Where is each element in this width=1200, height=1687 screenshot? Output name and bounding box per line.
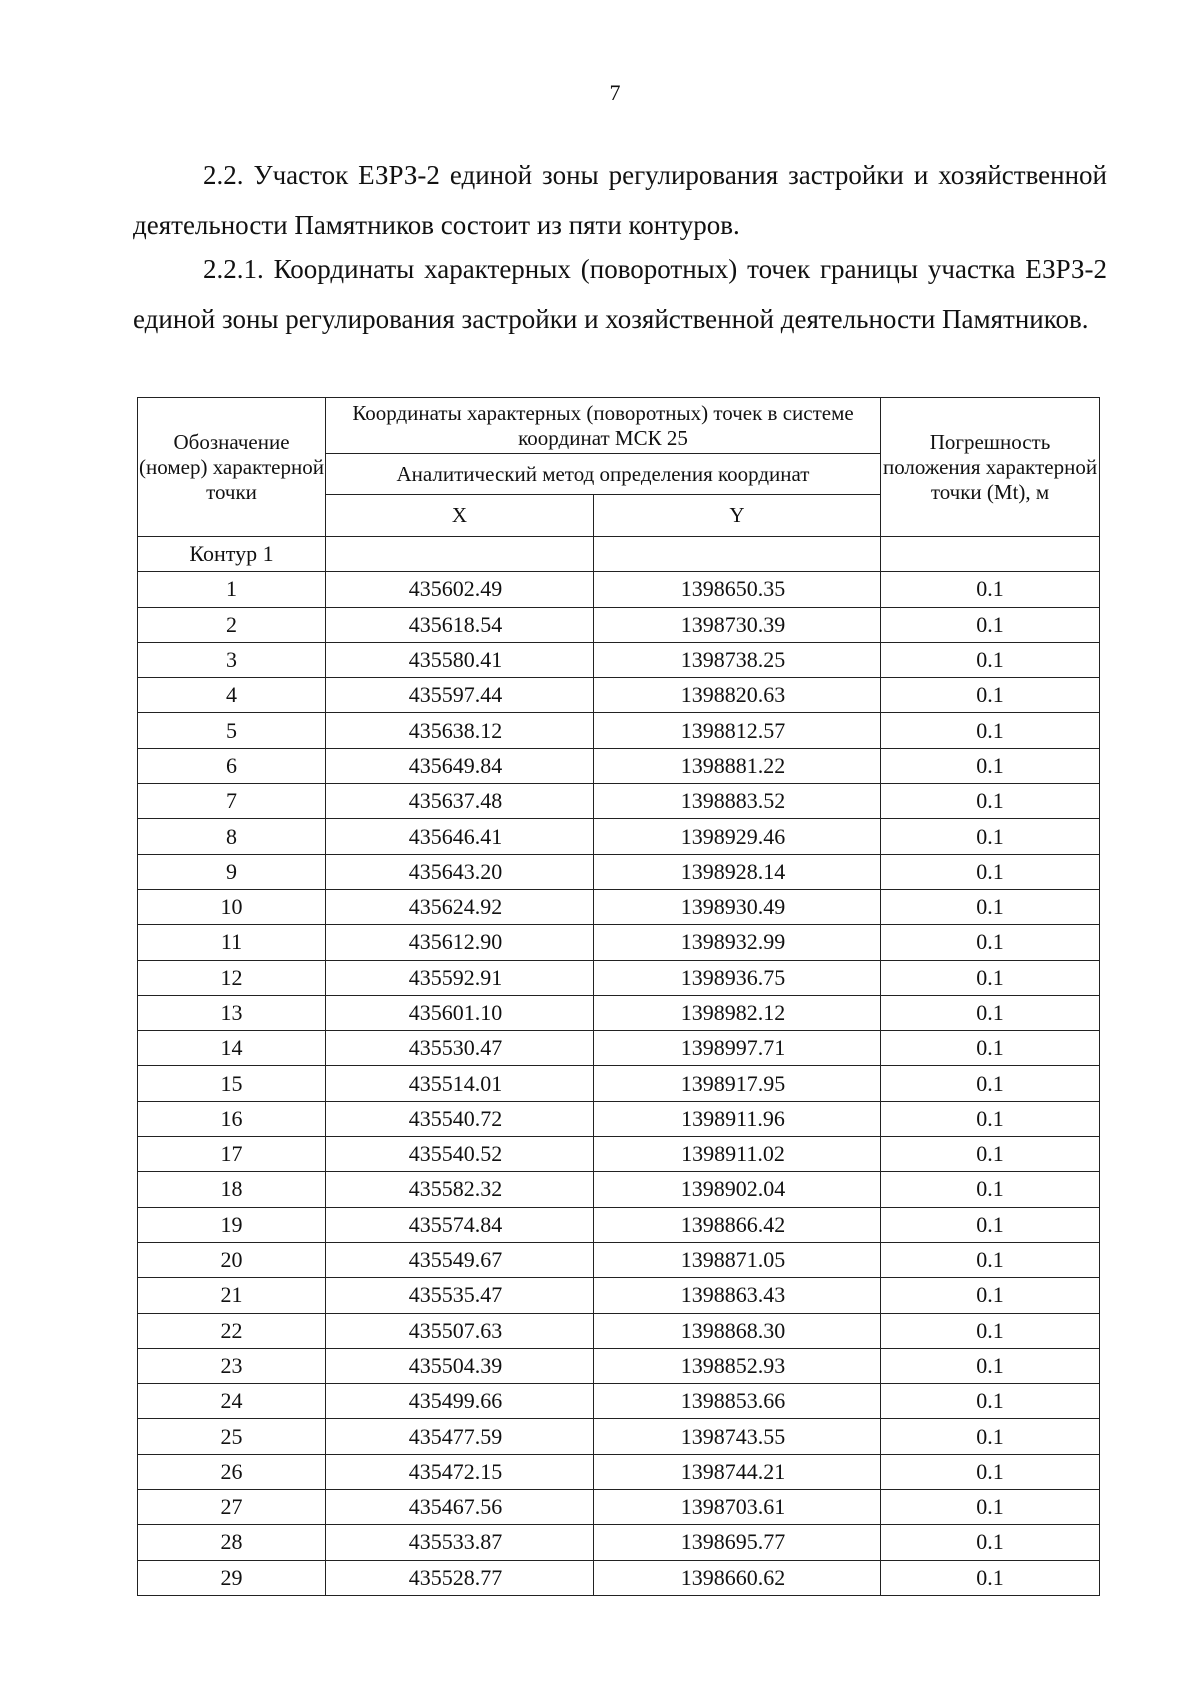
table-row [138, 1348, 1100, 1383]
y-coordinate-cell: 1398853.66 [594, 1384, 881, 1419]
header-coordinates: Координаты характерных (поворотных) точек в системе координат МСК 25 [326, 398, 881, 454]
point-number-cell: 13 [138, 995, 326, 1030]
table-row [138, 819, 1100, 854]
point-number-cell: 5 [138, 713, 326, 748]
y-coordinate-cell: 1398911.96 [594, 1101, 881, 1136]
accuracy-cell: 0.1 [881, 1490, 1100, 1525]
y-coordinate-cell: 1398812.57 [594, 713, 881, 748]
point-number-cell: 7 [138, 784, 326, 819]
point-number-cell: 3 [138, 642, 326, 677]
accuracy-cell: 0.1 [881, 1313, 1100, 1348]
accuracy-cell: 0.1 [881, 572, 1100, 607]
x-coordinate-cell: 435472.15 [326, 1454, 594, 1489]
accuracy-cell: 0.1 [881, 960, 1100, 995]
x-coordinate-cell: 435549.67 [326, 1242, 594, 1277]
point-number-cell: 22 [138, 1313, 326, 1348]
point-number-cell: 23 [138, 1348, 326, 1383]
x-coordinate-cell: 435574.84 [326, 1207, 594, 1242]
x-coordinate-cell: 435618.54 [326, 607, 594, 642]
contour-row [138, 537, 1100, 572]
table-row [138, 678, 1100, 713]
y-coordinate-cell: 1398703.61 [594, 1490, 881, 1525]
accuracy-cell: 0.1 [881, 995, 1100, 1030]
table-row [138, 1031, 1100, 1066]
accuracy-cell: 0.1 [881, 1560, 1100, 1595]
accuracy-cell: 0.1 [881, 1172, 1100, 1207]
table-row [138, 642, 1100, 677]
accuracy-cell: 0.1 [881, 748, 1100, 783]
point-number-cell: 29 [138, 1560, 326, 1595]
y-coordinate-cell: 1398650.35 [594, 572, 881, 607]
table-row [138, 925, 1100, 960]
table-row [138, 748, 1100, 783]
table-row [138, 1454, 1100, 1489]
table-body [138, 537, 1100, 1596]
accuracy-cell: 0.1 [881, 1207, 1100, 1242]
point-number-cell: 9 [138, 854, 326, 889]
accuracy-cell: 0.1 [881, 1137, 1100, 1172]
table-row [138, 1313, 1100, 1348]
table-row [138, 1525, 1100, 1560]
table-row [138, 1490, 1100, 1525]
point-number-cell: 20 [138, 1242, 326, 1277]
y-coordinate-cell: 1398932.99 [594, 925, 881, 960]
point-number-cell: 1 [138, 572, 326, 607]
table-row [138, 889, 1100, 924]
header-method: Аналитический метод определения координат [326, 454, 881, 495]
y-coordinate-cell: 1398738.25 [594, 642, 881, 677]
table-row [138, 1172, 1100, 1207]
point-number-cell: 11 [138, 925, 326, 960]
x-coordinate-cell: 435467.56 [326, 1490, 594, 1525]
x-coordinate-cell: 435601.10 [326, 995, 594, 1030]
point-number-cell: 27 [138, 1490, 326, 1525]
accuracy-cell: 0.1 [881, 784, 1100, 819]
x-coordinate-cell: 435507.63 [326, 1313, 594, 1348]
table-header [138, 398, 1100, 537]
y-coordinate-cell: 1398982.12 [594, 995, 881, 1030]
point-number-cell: 2 [138, 607, 326, 642]
table-row [138, 713, 1100, 748]
point-number-cell: 21 [138, 1278, 326, 1313]
accuracy-cell: 0.1 [881, 713, 1100, 748]
accuracy-cell: 0.1 [881, 642, 1100, 677]
y-coordinate-cell: 1398863.43 [594, 1278, 881, 1313]
point-number-cell: 25 [138, 1419, 326, 1454]
point-number-cell: 15 [138, 1066, 326, 1101]
point-number-cell: 14 [138, 1031, 326, 1066]
table-row [138, 1384, 1100, 1419]
x-coordinate-cell: 435643.20 [326, 854, 594, 889]
x-coordinate-cell: 435649.84 [326, 748, 594, 783]
y-coordinate-cell: 1398695.77 [594, 1525, 881, 1560]
accuracy-cell: 0.1 [881, 819, 1100, 854]
x-coordinate-cell: 435540.72 [326, 1101, 594, 1136]
point-number-cell: 16 [138, 1101, 326, 1136]
y-coordinate-cell: 1398930.49 [594, 889, 881, 924]
point-number-cell: 19 [138, 1207, 326, 1242]
y-coordinate-cell: 1398902.04 [594, 1172, 881, 1207]
header-x: X [326, 495, 594, 537]
x-coordinate-cell: 435602.49 [326, 572, 594, 607]
empty-cell [594, 537, 881, 572]
x-coordinate-cell: 435582.32 [326, 1172, 594, 1207]
point-number-cell: 4 [138, 678, 326, 713]
y-coordinate-cell: 1398928.14 [594, 854, 881, 889]
point-number-cell: 12 [138, 960, 326, 995]
table-row [138, 607, 1100, 642]
x-coordinate-cell: 435624.92 [326, 889, 594, 924]
x-coordinate-cell: 435477.59 [326, 1419, 594, 1454]
y-coordinate-cell: 1398868.30 [594, 1313, 881, 1348]
point-number-cell: 18 [138, 1172, 326, 1207]
x-coordinate-cell: 435580.41 [326, 642, 594, 677]
empty-cell [881, 537, 1100, 572]
table-row [138, 1419, 1100, 1454]
table-row [138, 854, 1100, 889]
y-coordinate-cell: 1398881.22 [594, 748, 881, 783]
x-coordinate-cell: 435514.01 [326, 1066, 594, 1101]
x-coordinate-cell: 435533.87 [326, 1525, 594, 1560]
page-number: 7 [609, 80, 621, 105]
accuracy-cell: 0.1 [881, 1454, 1100, 1489]
x-coordinate-cell: 435535.47 [326, 1278, 594, 1313]
y-coordinate-cell: 1398911.02 [594, 1137, 881, 1172]
table-row [138, 1101, 1100, 1136]
accuracy-cell: 0.1 [881, 1101, 1100, 1136]
table-row [138, 1066, 1100, 1101]
x-coordinate-cell: 435637.48 [326, 784, 594, 819]
accuracy-cell: 0.1 [881, 607, 1100, 642]
y-coordinate-cell: 1398997.71 [594, 1031, 881, 1066]
table-row [138, 1207, 1100, 1242]
coordinates-table [137, 397, 1100, 1596]
paragraph-section-2-2-1: 2.2.1. Координаты характерных (поворотных) точек границы участка ЕЗРЗ-2 единой зоны регулирования застройки и хозяйственной деятельности Памятников. [133, 254, 1107, 334]
y-coordinate-cell: 1398852.93 [594, 1348, 881, 1383]
accuracy-cell: 0.1 [881, 925, 1100, 960]
x-coordinate-cell: 435528.77 [326, 1560, 594, 1595]
table-row [138, 995, 1100, 1030]
y-coordinate-cell: 1398744.21 [594, 1454, 881, 1489]
x-coordinate-cell: 435499.66 [326, 1384, 594, 1419]
header-designation: Обозначение (номер) характерной точки [138, 398, 326, 537]
table-row [138, 1242, 1100, 1277]
table-row [138, 1560, 1100, 1595]
y-coordinate-cell: 1398883.52 [594, 784, 881, 819]
point-number-cell: 26 [138, 1454, 326, 1489]
y-coordinate-cell: 1398743.55 [594, 1419, 881, 1454]
accuracy-cell: 0.1 [881, 678, 1100, 713]
table-row [138, 1137, 1100, 1172]
point-number-cell: 17 [138, 1137, 326, 1172]
table-row [138, 960, 1100, 995]
point-number-cell: 10 [138, 889, 326, 924]
accuracy-cell: 0.1 [881, 1242, 1100, 1277]
x-coordinate-cell: 435646.41 [326, 819, 594, 854]
header-y: Y [594, 495, 881, 537]
table-row [138, 784, 1100, 819]
point-number-cell: 8 [138, 819, 326, 854]
y-coordinate-cell: 1398871.05 [594, 1242, 881, 1277]
accuracy-cell: 0.1 [881, 1384, 1100, 1419]
accuracy-cell: 0.1 [881, 1525, 1100, 1560]
accuracy-cell: 0.1 [881, 1348, 1100, 1383]
contour-label: Контур 1 [138, 537, 326, 572]
accuracy-cell: 0.1 [881, 1278, 1100, 1313]
point-number-cell: 6 [138, 748, 326, 783]
accuracy-cell: 0.1 [881, 1031, 1100, 1066]
accuracy-cell: 0.1 [881, 1066, 1100, 1101]
table-row [138, 572, 1100, 607]
empty-cell [326, 537, 594, 572]
y-coordinate-cell: 1398730.39 [594, 607, 881, 642]
x-coordinate-cell: 435504.39 [326, 1348, 594, 1383]
x-coordinate-cell: 435592.91 [326, 960, 594, 995]
y-coordinate-cell: 1398820.63 [594, 678, 881, 713]
y-coordinate-cell: 1398929.46 [594, 819, 881, 854]
point-number-cell: 28 [138, 1525, 326, 1560]
x-coordinate-cell: 435597.44 [326, 678, 594, 713]
y-coordinate-cell: 1398917.95 [594, 1066, 881, 1101]
x-coordinate-cell: 435540.52 [326, 1137, 594, 1172]
y-coordinate-cell: 1398660.62 [594, 1560, 881, 1595]
y-coordinate-cell: 1398866.42 [594, 1207, 881, 1242]
x-coordinate-cell: 435638.12 [326, 713, 594, 748]
y-coordinate-cell: 1398936.75 [594, 960, 881, 995]
x-coordinate-cell: 435612.90 [326, 925, 594, 960]
paragraph-section-2-2: 2.2. Участок ЕЗРЗ-2 единой зоны регулирования застройки и хозяйственной деятельности Памятников состоит из пяти контуров. [133, 160, 1107, 240]
header-accuracy: Погрешность положения характерной точки (Mt), м [881, 398, 1100, 537]
accuracy-cell: 0.1 [881, 1419, 1100, 1454]
x-coordinate-cell: 435530.47 [326, 1031, 594, 1066]
point-number-cell: 24 [138, 1384, 326, 1419]
table-row [138, 1278, 1100, 1313]
accuracy-cell: 0.1 [881, 854, 1100, 889]
accuracy-cell: 0.1 [881, 889, 1100, 924]
